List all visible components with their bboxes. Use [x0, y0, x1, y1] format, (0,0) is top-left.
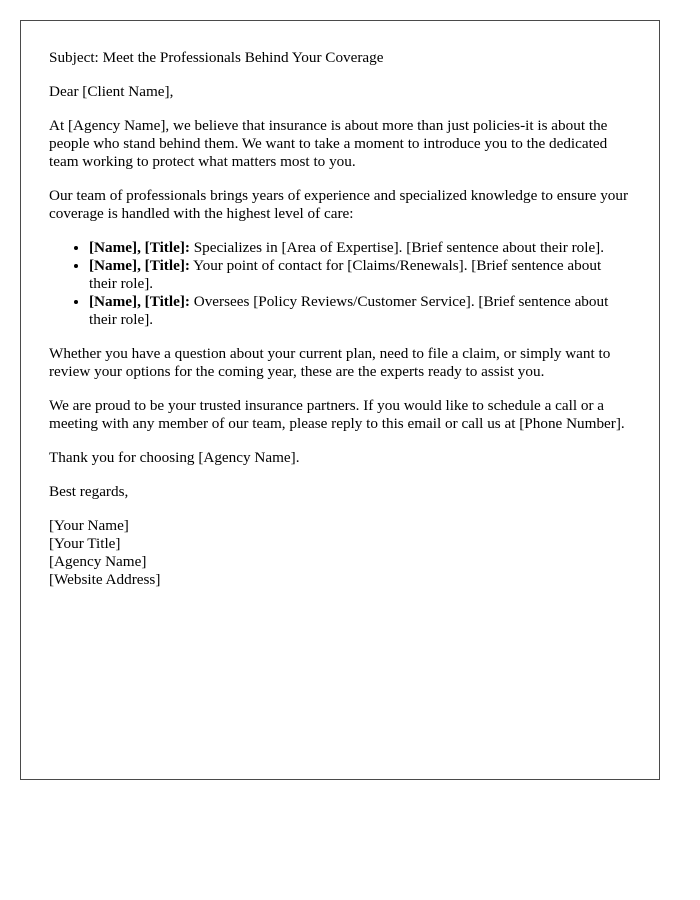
signature-block: [49, 517, 631, 589]
member-description: Oversees [Policy Reviews/Customer Service]. [Brief sentence about their role].: [89, 293, 609, 328]
member-name-title: [Name], [Title]:: [89, 293, 190, 310]
signature-title: [Your Title]: [49, 535, 121, 552]
list-item: [89, 239, 631, 257]
closing-line: Best regards,: [49, 483, 129, 500]
team-intro-paragraph: Our team of professionals brings years of experience and specialized knowledge to ensure your coverage is handled with the highest level of care:: [49, 187, 629, 222]
signature-name: [Your Name]: [49, 517, 129, 534]
member-name-title: [Name], [Title]:: [89, 257, 190, 274]
assist-paragraph: Whether you have a question about your current plan, need to file a claim, or simply want to review your options for the coming year, these are the experts ready to assist you.: [49, 345, 611, 380]
signature-website: [Website Address]: [49, 571, 161, 588]
thanks-line: Thank you for choosing [Agency Name].: [49, 449, 300, 466]
signature-agency: [Agency Name]: [49, 553, 147, 570]
team-list: [49, 239, 631, 329]
letter-page: [20, 20, 660, 780]
list-item: [89, 293, 631, 329]
partners-paragraph: We are proud to be your trusted insurance partners. If you would like to schedule a call or a meeting with any member of our team, please reply to this email or call us at [Phone Number].: [49, 397, 625, 432]
list-item: [89, 257, 631, 293]
member-description: Specializes in [Area of Expertise]. [Brief sentence about their role].: [189, 239, 605, 256]
intro-paragraph: At [Agency Name], we believe that insurance is about more than just policies-it is about the people who stand behind them. We want to take a moment to introduce you to the dedicated team working to protect what matters most to you.: [49, 117, 608, 170]
member-description: Your point of contact for [Claims/Renewals]. [Brief sentence about their role].: [89, 257, 602, 292]
subject-line: Subject: Meet the Professionals Behind Your Coverage: [49, 49, 384, 66]
member-name-title: [Name], [Title]:: [89, 239, 190, 256]
greeting: Dear [Client Name],: [49, 83, 174, 100]
